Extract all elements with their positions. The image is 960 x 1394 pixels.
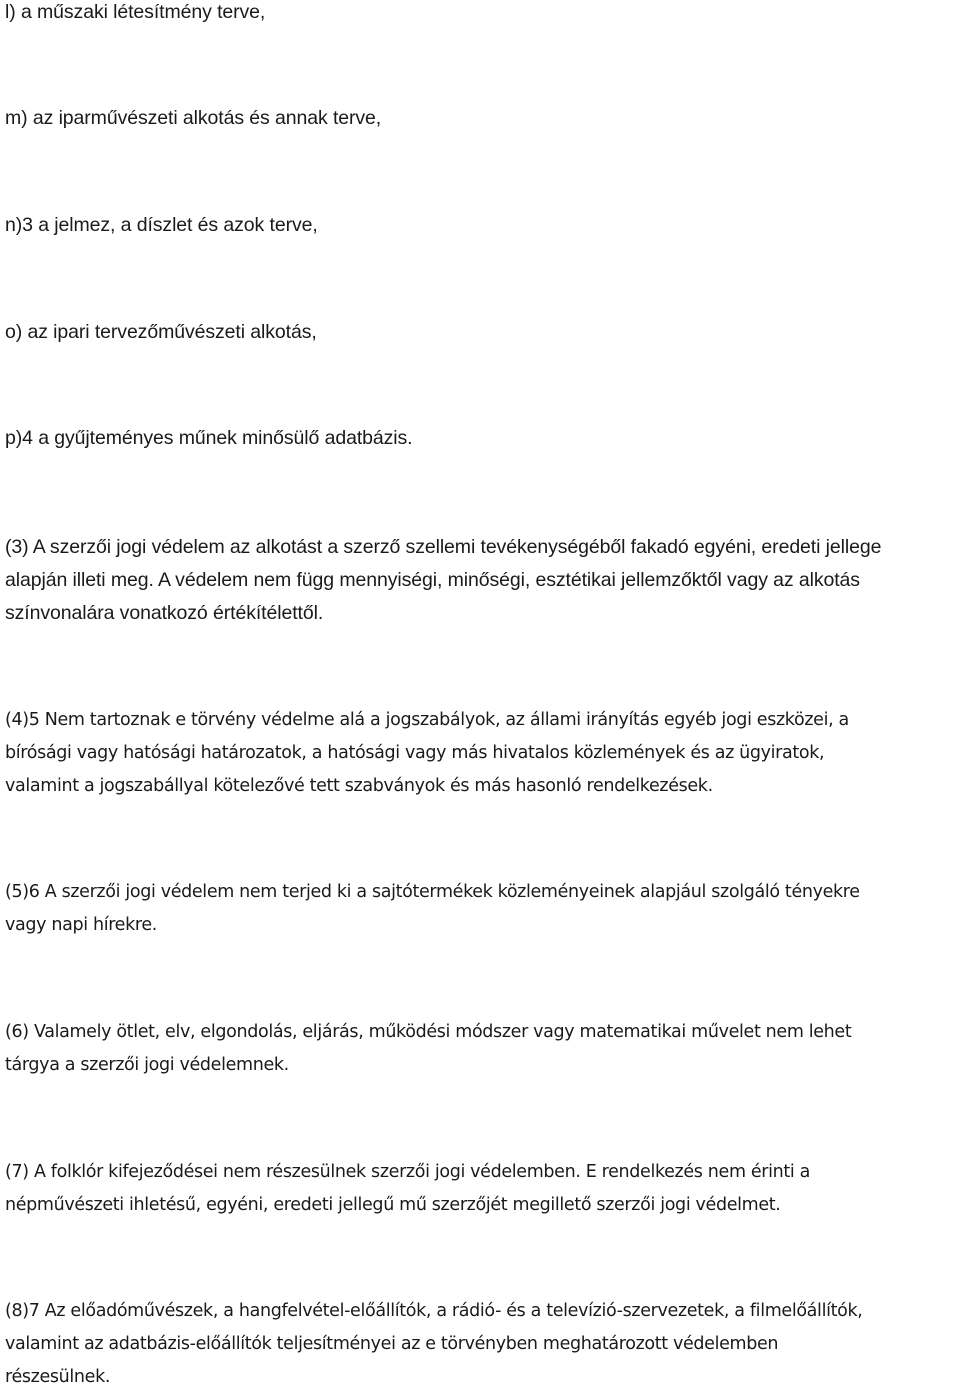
paragraph-7-line-2: népművészeti ihletésű, egyéni, eredeti jellegű mű szerzőjét megillető szerzői jogi védelmet. (5, 1195, 781, 1215)
paragraph-4-line-1: (4)5 Nem tartoznak e törvény védelme alá a jogszabályok, az állami irányítás egyéb jogi eszközei, a (5, 710, 849, 730)
list-item-m: m) az iparművészeti alkotás és annak terve, (5, 107, 382, 129)
paragraph-7 (5, 1156, 810, 1222)
paragraph-6-line-1: (6) Valamely ötlet, elv, elgondolás, eljárás, működési módszer vagy matematikai művelet nem lehet (5, 1022, 852, 1042)
paragraph-5-line-2: vagy napi hírekre. (5, 915, 157, 935)
list-item-o: o) az ipari tervezőművészeti alkotás, (5, 321, 317, 343)
paragraph-6 (5, 1016, 851, 1082)
paragraph-3-line-1: (3) A szerzői jogi védelem az alkotást a szerző szellemi tevékenységéből fakadó egyéni, eredeti jellege (5, 536, 882, 558)
paragraph-8-line-2: valamint az adatbázis-előállítók teljesítményei az e törvényben meghatározott védelemben (5, 1334, 779, 1354)
list-item-n: n)3 a jelmez, a díszlet és azok terve, (5, 214, 318, 236)
paragraph-5 (5, 876, 860, 942)
paragraph-3-line-2a: alapján illeti meg. (5, 569, 154, 591)
paragraph-4 (5, 704, 849, 803)
list-item-l: l) a műszaki létesítmény terve, (5, 1, 266, 23)
paragraph-4-line-2: bírósági vagy hatósági határozatok, a hatósági vagy más hivatalos közlemények és az ügyiratok, (5, 743, 825, 763)
paragraph-3-line-2b: A védelem nem függ mennyiségi, minőségi, esztétikai jellemzőktől vagy az alkotás (153, 569, 860, 591)
paragraph-3-line-2 (5, 564, 881, 597)
paragraph-7-line-1: (7) A folklór kifejeződései nem részesülnek szerzői jogi védelemben. E rendelkezés nem érinti a (5, 1162, 810, 1182)
paragraph-6-line-2: tárgya a szerzői jogi védelemnek. (5, 1055, 289, 1075)
paragraph-5-line-1: (5)6 A szerzői jogi védelem nem terjed ki a sajtótermékek közleményeinek alapjául szolgáló tényekre (5, 882, 860, 902)
paragraph-8-line-3: részesülnek. (5, 1367, 111, 1387)
paragraph-8 (5, 1295, 862, 1394)
paragraph-8-line-1: (8)7 Az előadóművészek, a hangfelvétel-előállítók, a rádió- és a televízió-szervezetek, a filmelőállítók, (5, 1301, 863, 1321)
paragraph-4-line-3: valamint a jogszabállyal kötelezővé tett szabványok és más hasonló rendelkezések. (5, 776, 713, 796)
list-item-p: p)4 a gyűjteményes műnek minősülő adatbázis. (5, 427, 413, 449)
paragraph-3-line-3: színvonalára vonatkozó értékítélettől. (5, 602, 324, 624)
paragraph-3 (5, 531, 881, 630)
